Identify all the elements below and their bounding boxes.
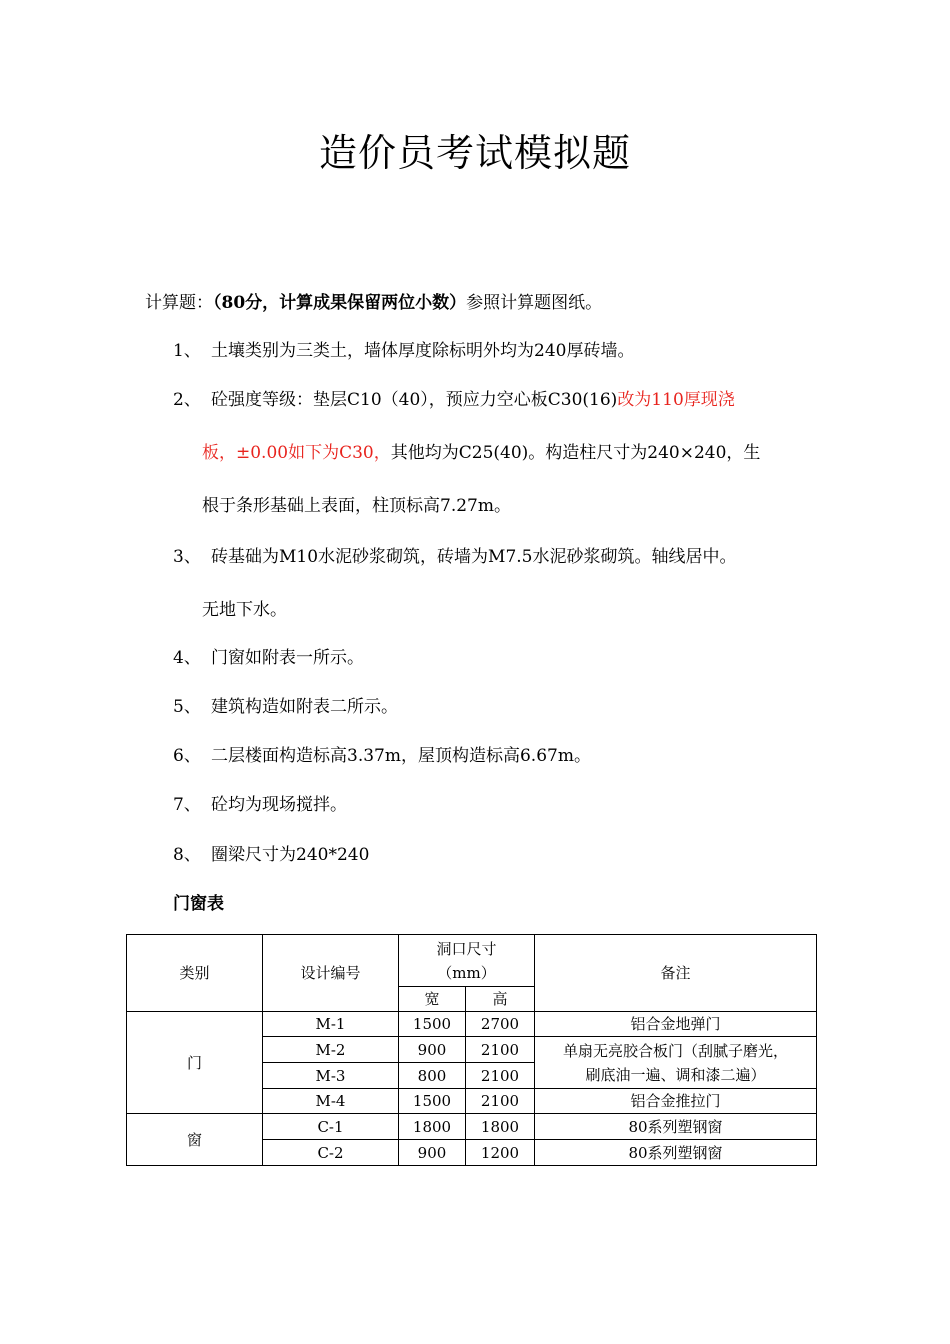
item-text: 二层楼面构造标高3.37m，屋顶构造标高6.67m。 [211,746,591,766]
header-opening [399,935,535,987]
width-cell: 1500 [399,1089,466,1114]
remark-cell: 铝合金推拉门 [535,1089,817,1114]
page-title: 造价员考试模拟题 [318,131,631,175]
header-height: 高 [466,987,535,1012]
item-number: 5、 [173,697,201,717]
remark-cell: 80系列塑钢窗 [535,1140,817,1166]
code-cell: M-1 [263,1012,399,1037]
list-item-continuation [202,595,287,620]
intro-rest: 参照计算题图纸。 [466,293,603,313]
item-number: 4、 [173,648,201,668]
door-window-table [126,934,817,1166]
code-cell: C-1 [263,1114,399,1140]
height-cell: 2100 [466,1089,535,1114]
width-cell: 900 [399,1037,466,1063]
width-cell: 1800 [399,1114,466,1140]
code-cell: M-4 [263,1089,399,1114]
list-item [173,542,736,567]
category-cell: 门 [127,1012,263,1114]
item-text: 门窗如附表一所示。 [211,648,364,668]
table-row [127,1012,817,1037]
item-number: 3、 [173,547,201,567]
width-cell: 800 [399,1063,466,1089]
intro-bold-note: （80分，计算成果保留两位小数） [213,293,467,313]
table-row [127,1114,817,1140]
item-text: 无地下水。 [202,600,287,620]
item-text-red: 改为110厚现浇 [617,390,735,410]
header-opening-label: 洞口尺寸 [436,939,497,958]
remark-line: 刷底油一遍、调和漆二遍） [585,1065,766,1084]
list-item [173,790,347,815]
item-text: 圈梁尺寸为240*240 [211,845,370,865]
height-cell: 2100 [466,1037,535,1063]
header-remark: 备注 [535,935,817,1012]
code-cell: M-3 [263,1063,399,1089]
list-item [173,692,398,717]
item-text: 其他均为C25(40)。构造柱尺寸为240×240，生 [390,443,761,463]
width-cell: 900 [399,1140,466,1166]
code-cell: C-2 [263,1140,399,1166]
remark-line: 单扇无亮胶合板门（刮腻子磨光， [563,1041,789,1060]
list-item [173,336,634,361]
list-item [173,643,364,668]
item-number: 7、 [173,795,201,815]
remark-cell: 铝合金地弹门 [535,1012,817,1037]
item-text: 土壤类别为三类土，墙体厚度除标明外均为240厚砖墙。 [211,341,635,361]
intro-label: 计算题： [145,293,213,313]
width-cell: 1500 [399,1012,466,1037]
list-item [173,840,369,865]
list-item-continuation [202,438,760,463]
item-text: 根于条形基础上表面，柱顶标高7.27m。 [202,496,511,516]
item-number: 6、 [173,746,201,766]
intro-line [145,288,602,313]
height-cell: 2100 [466,1063,535,1089]
code-cell: M-2 [263,1037,399,1063]
item-number: 2、 [173,390,201,410]
list-item-continuation [202,491,511,516]
list-item [173,741,591,766]
header-width: 宽 [399,987,466,1012]
item-text: 砖基础为M10水泥砂浆砌筑，砖墙为M7.5水泥砂浆砌筑。轴线居中。 [211,547,737,567]
header-category: 类别 [127,935,263,1012]
item-text: 砼强度等级：垫层C10（40），预应力空心板C30(16) [211,390,618,410]
category-cell: 窗 [127,1114,263,1166]
header-opening-unit: （mm） [437,963,496,982]
item-text: 砼均为现场搅拌。 [211,795,347,815]
list-item [173,385,735,410]
height-cell: 1200 [466,1140,535,1166]
height-cell: 2700 [466,1012,535,1037]
remark-cell: 80系列塑钢窗 [535,1114,817,1140]
table-caption: 门窗表 [173,894,224,914]
item-number: 8、 [173,845,201,865]
height-cell: 1800 [466,1114,535,1140]
header-code: 设计编号 [263,935,399,1012]
item-text-red: 板，±0.00如下为C30， [202,443,391,463]
remark-cell-merged [535,1037,817,1089]
item-text: 建筑构造如附表二所示。 [211,697,398,717]
item-number: 1、 [173,341,201,361]
